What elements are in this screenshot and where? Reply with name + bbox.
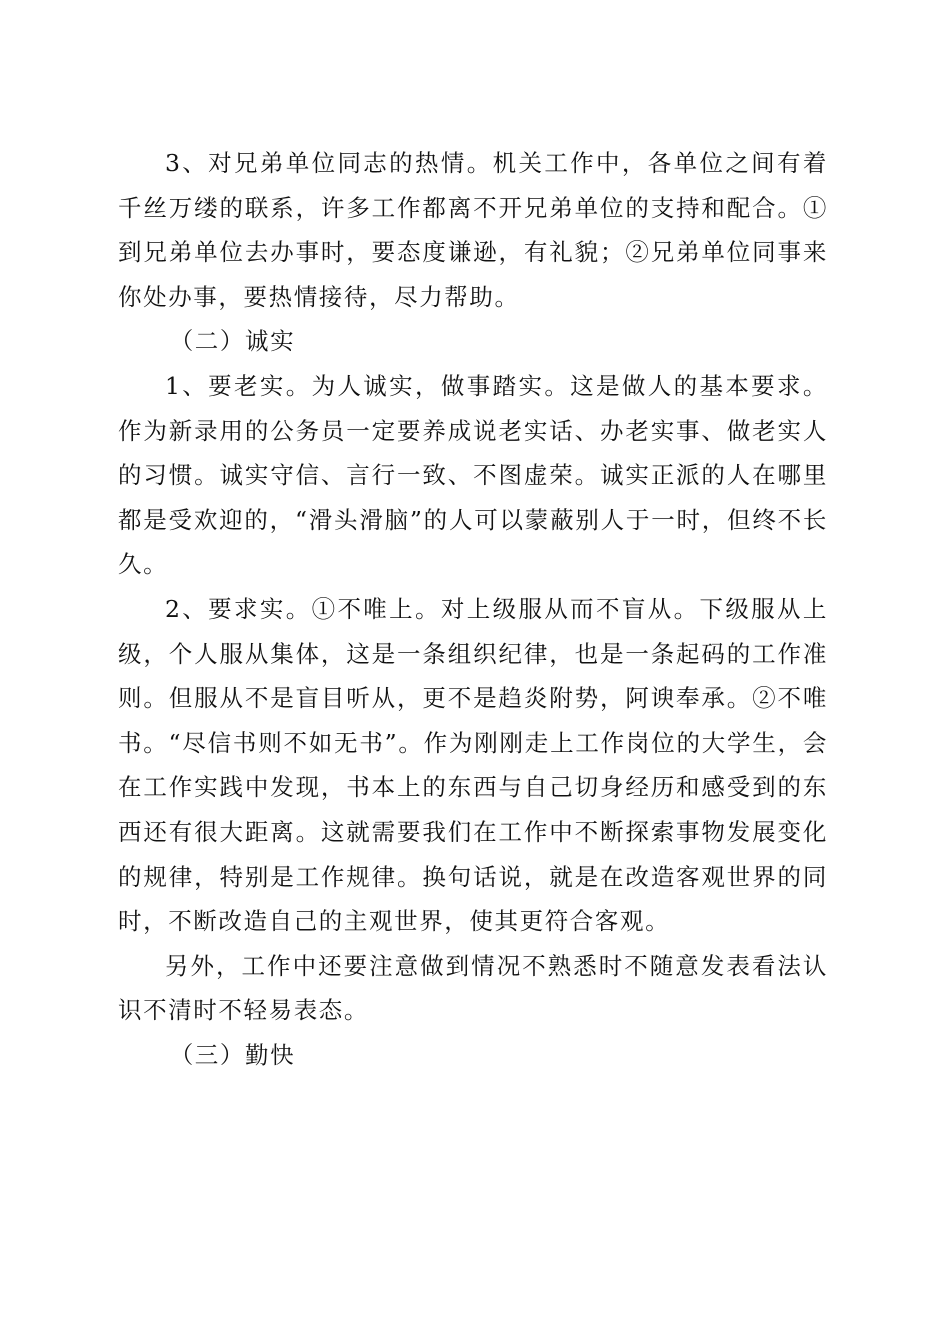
paragraph-seek-truth: 2、要求实。①不唯上。对上级服从而不盲从。下级服从上级，个人服从集体，这是一条组织纪律，也是一条起码的工作准则。但服从不是盲目听从，更不是趋炎附势，阿谀奉承。②不唯书。“尽信书则不如无书”。作为刚刚走上工作岗位的大学生，会在工作实践中发现，书本上的东西与自己切身经历和感受到的东西还有很大距离。这就需要我们在工作中不断探索事物发展变化的规律，特别是工作规律。换句话说，就是在改造客观世界的同时，不断改造自己的主观世界，使其更符合客观。 <box>118 594 828 936</box>
paragraph-be-honest: 1、要老实。为人诚实，做事踏实。这是做人的基本要求。作为新录用的公务员一定要养成说老实话、办老实事、做老实人的习惯。诚实守信、言行一致、不图虚荣。诚实正派的人在哪里都是受欢迎的，“滑头滑脑”的人可以蒙蔽别人于一时，但终不长久。 <box>118 371 828 579</box>
section-heading-diligence: （三）勤快 <box>169 1040 296 1069</box>
document-page <box>118 141 828 1077</box>
paragraph-additionally: 另外，工作中还要注意做到情况不熟悉时不随意发表看法认识不清时不轻易表态。 <box>118 951 828 1025</box>
paragraph-warmth: 3、对兄弟单位同志的热情。机关工作中，各单位之间有着千丝万缕的联系，许多工作都离不开兄弟单位的支持和配合。①到兄弟单位去办事时，要态度谦逊，有礼貌；②兄弟单位同事来你处办事，要热情接待，尽力帮助。 <box>118 149 828 311</box>
section-heading-honesty: （二）诚实 <box>169 327 296 356</box>
